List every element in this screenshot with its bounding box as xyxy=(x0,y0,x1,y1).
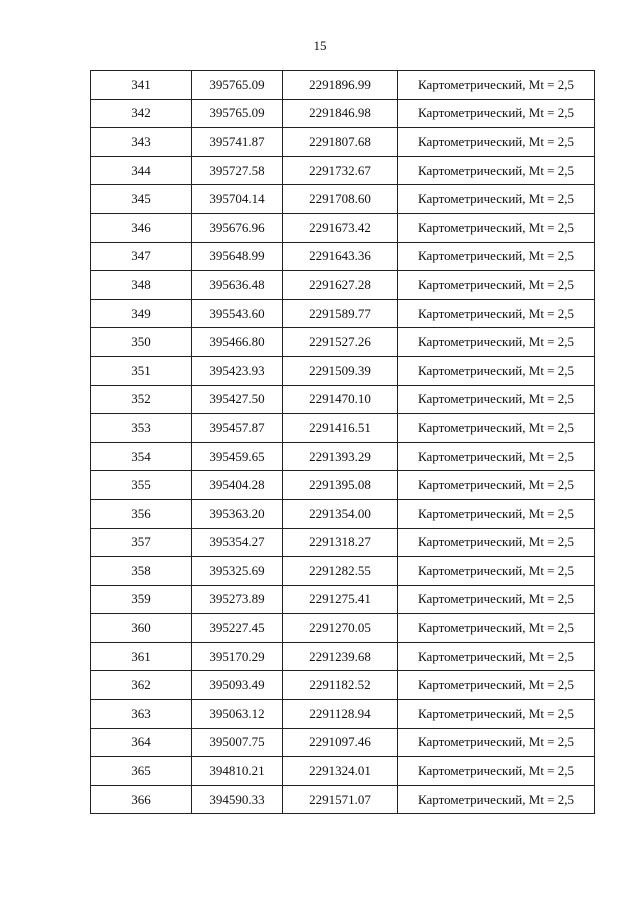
y-coordinate-cell: 2291807.68 xyxy=(283,128,398,157)
table-row xyxy=(91,728,595,757)
point-number-cell: 355 xyxy=(91,471,192,500)
table-row xyxy=(91,242,595,271)
y-coordinate-cell: 2291527.26 xyxy=(283,328,398,357)
coordinates-table-body xyxy=(91,71,595,814)
table-row xyxy=(91,299,595,328)
point-number-cell: 346 xyxy=(91,213,192,242)
method-cell: Картометрический, Mt = 2,5 xyxy=(398,585,595,614)
x-coordinate-cell: 395648.99 xyxy=(192,242,283,271)
y-coordinate-cell: 2291128.94 xyxy=(283,700,398,729)
method-cell: Картометрический, Mt = 2,5 xyxy=(398,385,595,414)
x-coordinate-cell: 395765.09 xyxy=(192,99,283,128)
x-coordinate-cell: 395063.12 xyxy=(192,700,283,729)
point-number-cell: 363 xyxy=(91,700,192,729)
x-coordinate-cell: 395543.60 xyxy=(192,299,283,328)
point-number-cell: 348 xyxy=(91,271,192,300)
y-coordinate-cell: 2291571.07 xyxy=(283,785,398,814)
point-number-cell: 366 xyxy=(91,785,192,814)
point-number-cell: 359 xyxy=(91,585,192,614)
method-cell: Картометрический, Mt = 2,5 xyxy=(398,728,595,757)
x-coordinate-cell: 395354.27 xyxy=(192,528,283,557)
table-row xyxy=(91,442,595,471)
x-coordinate-cell: 395273.89 xyxy=(192,585,283,614)
x-coordinate-cell: 395093.49 xyxy=(192,671,283,700)
table-row xyxy=(91,385,595,414)
x-coordinate-cell: 395227.45 xyxy=(192,614,283,643)
table-row xyxy=(91,499,595,528)
point-number-cell: 351 xyxy=(91,356,192,385)
point-number-cell: 364 xyxy=(91,728,192,757)
x-coordinate-cell: 395423.93 xyxy=(192,356,283,385)
table-row xyxy=(91,785,595,814)
y-coordinate-cell: 2291275.41 xyxy=(283,585,398,614)
x-coordinate-cell: 395404.28 xyxy=(192,471,283,500)
method-cell: Картометрический, Mt = 2,5 xyxy=(398,356,595,385)
table-row xyxy=(91,156,595,185)
point-number-cell: 352 xyxy=(91,385,192,414)
y-coordinate-cell: 2291416.51 xyxy=(283,414,398,443)
method-cell: Картометрический, Mt = 2,5 xyxy=(398,700,595,729)
method-cell: Картометрический, Mt = 2,5 xyxy=(398,442,595,471)
point-number-cell: 350 xyxy=(91,328,192,357)
method-cell: Картометрический, Mt = 2,5 xyxy=(398,757,595,786)
method-cell: Картометрический, Mt = 2,5 xyxy=(398,99,595,128)
method-cell: Картометрический, Mt = 2,5 xyxy=(398,271,595,300)
method-cell: Картометрический, Mt = 2,5 xyxy=(398,499,595,528)
x-coordinate-cell: 395007.75 xyxy=(192,728,283,757)
y-coordinate-cell: 2291589.77 xyxy=(283,299,398,328)
y-coordinate-cell: 2291097.46 xyxy=(283,728,398,757)
point-number-cell: 353 xyxy=(91,414,192,443)
x-coordinate-cell: 395741.87 xyxy=(192,128,283,157)
point-number-cell: 357 xyxy=(91,528,192,557)
x-coordinate-cell: 394590.33 xyxy=(192,785,283,814)
table-row xyxy=(91,99,595,128)
method-cell: Картометрический, Mt = 2,5 xyxy=(398,328,595,357)
point-number-cell: 354 xyxy=(91,442,192,471)
y-coordinate-cell: 2291393.29 xyxy=(283,442,398,471)
x-coordinate-cell: 395459.65 xyxy=(192,442,283,471)
method-cell: Картометрический, Mt = 2,5 xyxy=(398,528,595,557)
point-number-cell: 362 xyxy=(91,671,192,700)
x-coordinate-cell: 395636.48 xyxy=(192,271,283,300)
method-cell: Картометрический, Mt = 2,5 xyxy=(398,242,595,271)
table-row xyxy=(91,128,595,157)
table-row xyxy=(91,757,595,786)
method-cell: Картометрический, Mt = 2,5 xyxy=(398,156,595,185)
x-coordinate-cell: 394810.21 xyxy=(192,757,283,786)
method-cell: Картометрический, Mt = 2,5 xyxy=(398,471,595,500)
x-coordinate-cell: 395765.09 xyxy=(192,71,283,100)
method-cell: Картометрический, Mt = 2,5 xyxy=(398,642,595,671)
table-row xyxy=(91,328,595,357)
table-row xyxy=(91,271,595,300)
table-row xyxy=(91,356,595,385)
y-coordinate-cell: 2291627.28 xyxy=(283,271,398,300)
point-number-cell: 361 xyxy=(91,642,192,671)
y-coordinate-cell: 2291509.39 xyxy=(283,356,398,385)
table-row xyxy=(91,528,595,557)
method-cell: Картометрический, Mt = 2,5 xyxy=(398,71,595,100)
table-row xyxy=(91,213,595,242)
table-row xyxy=(91,642,595,671)
y-coordinate-cell: 2291395.08 xyxy=(283,471,398,500)
point-number-cell: 360 xyxy=(91,614,192,643)
y-coordinate-cell: 2291318.27 xyxy=(283,528,398,557)
x-coordinate-cell: 395457.87 xyxy=(192,414,283,443)
point-number-cell: 349 xyxy=(91,299,192,328)
point-number-cell: 365 xyxy=(91,757,192,786)
y-coordinate-cell: 2291270.05 xyxy=(283,614,398,643)
table-row xyxy=(91,700,595,729)
table-row xyxy=(91,414,595,443)
method-cell: Картометрический, Mt = 2,5 xyxy=(398,785,595,814)
table-row xyxy=(91,614,595,643)
table-row xyxy=(91,585,595,614)
point-number-cell: 341 xyxy=(91,71,192,100)
point-number-cell: 344 xyxy=(91,156,192,185)
y-coordinate-cell: 2291182.52 xyxy=(283,671,398,700)
method-cell: Картометрический, Mt = 2,5 xyxy=(398,213,595,242)
x-coordinate-cell: 395325.69 xyxy=(192,557,283,586)
y-coordinate-cell: 2291643.36 xyxy=(283,242,398,271)
y-coordinate-cell: 2291282.55 xyxy=(283,557,398,586)
point-number-cell: 347 xyxy=(91,242,192,271)
point-number-cell: 358 xyxy=(91,557,192,586)
y-coordinate-cell: 2291732.67 xyxy=(283,156,398,185)
method-cell: Картометрический, Mt = 2,5 xyxy=(398,299,595,328)
method-cell: Картометрический, Mt = 2,5 xyxy=(398,671,595,700)
method-cell: Картометрический, Mt = 2,5 xyxy=(398,557,595,586)
x-coordinate-cell: 395727.58 xyxy=(192,156,283,185)
coordinates-table xyxy=(90,70,595,814)
x-coordinate-cell: 395170.29 xyxy=(192,642,283,671)
method-cell: Картометрический, Mt = 2,5 xyxy=(398,414,595,443)
table-row xyxy=(91,471,595,500)
table-row xyxy=(91,71,595,100)
y-coordinate-cell: 2291470.10 xyxy=(283,385,398,414)
point-number-cell: 356 xyxy=(91,499,192,528)
point-number-cell: 343 xyxy=(91,128,192,157)
method-cell: Картометрический, Mt = 2,5 xyxy=(398,614,595,643)
page-number: 15 xyxy=(313,38,327,53)
x-coordinate-cell: 395466.80 xyxy=(192,328,283,357)
x-coordinate-cell: 395676.96 xyxy=(192,213,283,242)
y-coordinate-cell: 2291354.00 xyxy=(283,499,398,528)
table-row xyxy=(91,185,595,214)
point-number-cell: 342 xyxy=(91,99,192,128)
y-coordinate-cell: 2291239.68 xyxy=(283,642,398,671)
method-cell: Картометрический, Mt = 2,5 xyxy=(398,128,595,157)
y-coordinate-cell: 2291846.98 xyxy=(283,99,398,128)
y-coordinate-cell: 2291673.42 xyxy=(283,213,398,242)
x-coordinate-cell: 395363.20 xyxy=(192,499,283,528)
y-coordinate-cell: 2291708.60 xyxy=(283,185,398,214)
x-coordinate-cell: 395427.50 xyxy=(192,385,283,414)
table-row xyxy=(91,671,595,700)
y-coordinate-cell: 2291324.01 xyxy=(283,757,398,786)
y-coordinate-cell: 2291896.99 xyxy=(283,71,398,100)
x-coordinate-cell: 395704.14 xyxy=(192,185,283,214)
table-row xyxy=(91,557,595,586)
point-number-cell: 345 xyxy=(91,185,192,214)
method-cell: Картометрический, Mt = 2,5 xyxy=(398,185,595,214)
